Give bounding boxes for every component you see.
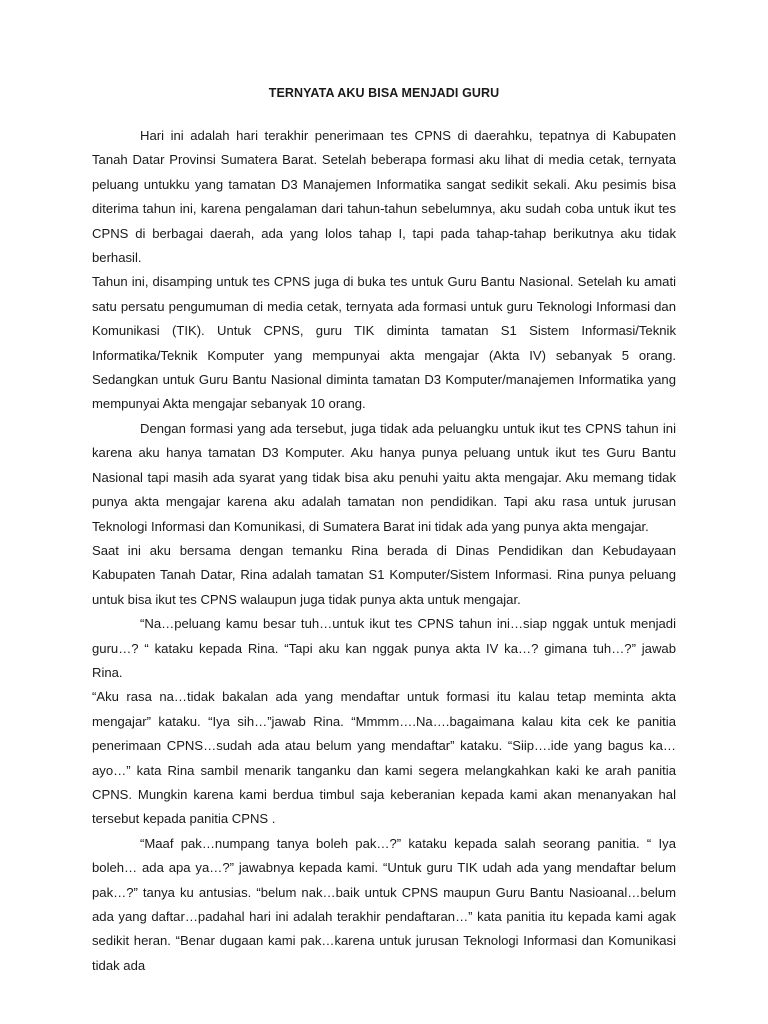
paragraph-4: Saat ini aku bersama dengan temanku Rina berada di Dinas Pendidikan dan Kebudayaan Kabupaten Tanah Datar, Rina adalah tamatan S1 Komputer/Sistem Informasi. Rina punya peluang untuk bisa ikut tes CPNS walaupun juga tidak punya akta untuk mengajar.	[92, 542, 676, 607]
paragraph-7: “Maaf pak…numpang tanya boleh pak…?” kataku kepada salah seorang panitia. “ Iya boleh… ada apa ya…?” jawabnya kepada kami. “Untuk guru TIK udah ada yang mendaftar belum pak…?” tanya ku antusias. “belum nak…baik untuk CPNS maupun Guru Bantu Nasioanal…belum ada yang daftar…padahal hari ini adalah terakhir pendaftaran…” kata panitia itu kepada kami agak sedikit heran. “Benar dugaan kami pak…karena untuk jurusan Teknologi Informasi dan Komunikasi tidak ada	[92, 835, 676, 973]
paragraph-1: Hari ini adalah hari terakhir penerimaan tes CPNS di daerahku, tepatnya di Kabupaten Tanah Datar Provinsi Sumatera Barat. Setelah beberapa formasi aku lihat di media cetak, ternyata peluang untukku yang tamatan D3 Manajemen Informatika sangat sedikit sekali. Aku pesimis bisa diterima tahun ini, karena pengalaman dari tahun-tahun sebelumnya, aku sudah coba untuk ikut tes CPNS di berbagai daerah, ada yang lolos tahap I, tapi pada tahap-tahap berikutnya aku tidak berhasil.	[92, 128, 676, 266]
paragraph-6: “Aku rasa na…tidak bakalan ada yang mendaftar untuk formasi itu kalau tetap meminta akta mengajar” kataku. “Iya sih…”jawab Rina. “Mmmm….Na….bagaimana kalau kita cek ke panitia penerimaan CPNS…sudah ada atau belum yang mendaftar” kataku. “Siip….ide yang bagus ka…ayo…” kata Rina sambil menarik tanganku dan kami segera melangkahkan kaki ke arah panitia CPNS. Mungkin karena kami berdua timbul saja keberanian kepada kami akan menanyakan hal tersebut kepada panitia CPNS .	[92, 689, 676, 827]
paragraph-5: “Na…peluang kamu besar tuh…untuk ikut tes CPNS tahun ini…siap nggak untuk menjadi guru…? “ kataku kepada Rina. “Tapi aku kan nggak punya akta IV ka…? gimana tuh…?” jawab Rina.	[92, 616, 676, 680]
document-page	[92, 84, 676, 978]
document-title: TERNYATA AKU BISA MENJADI GURU	[268, 86, 500, 100]
paragraph-3: Dengan formasi yang ada tersebut, juga tidak ada peluangku untuk ikut tes CPNS tahun ini karena aku hanya tamatan D3 Komputer. Aku hanya punya peluang untuk ikut tes Guru Bantu Nasional tapi masih ada syarat yang tidak bisa aku penuhi yaitu akta mengajar. Aku memang tidak punya akta mengajar karena aku adalah tamatan non pendidikan. Tapi aku rasa untuk jurusan Teknologi Informasi dan Komunikasi, di Sumatera Barat ini tidak ada yang punya akta mengajar.	[92, 420, 676, 534]
paragraph-2: Tahun ini, disamping untuk tes CPNS juga di buka tes untuk Guru Bantu Nasional. Setelah ku amati satu persatu pengumuman di media cetak, ternyata ada formasi untuk guru Teknologi Informasi dan Komunikasi (TIK). Untuk CPNS, guru TIK diminta tamatan S1 Sistem Informasi/Teknik Informatika/Teknik Komputer yang mempunyai akta mengajar (Akta IV) sebanyak 5 orang. Sedangkan untuk Guru Bantu Nasional diminta tamatan D3 Komputer/manajemen Informatika yang mempunyai Akta mengajar sebanyak 10 orang.	[92, 274, 676, 412]
